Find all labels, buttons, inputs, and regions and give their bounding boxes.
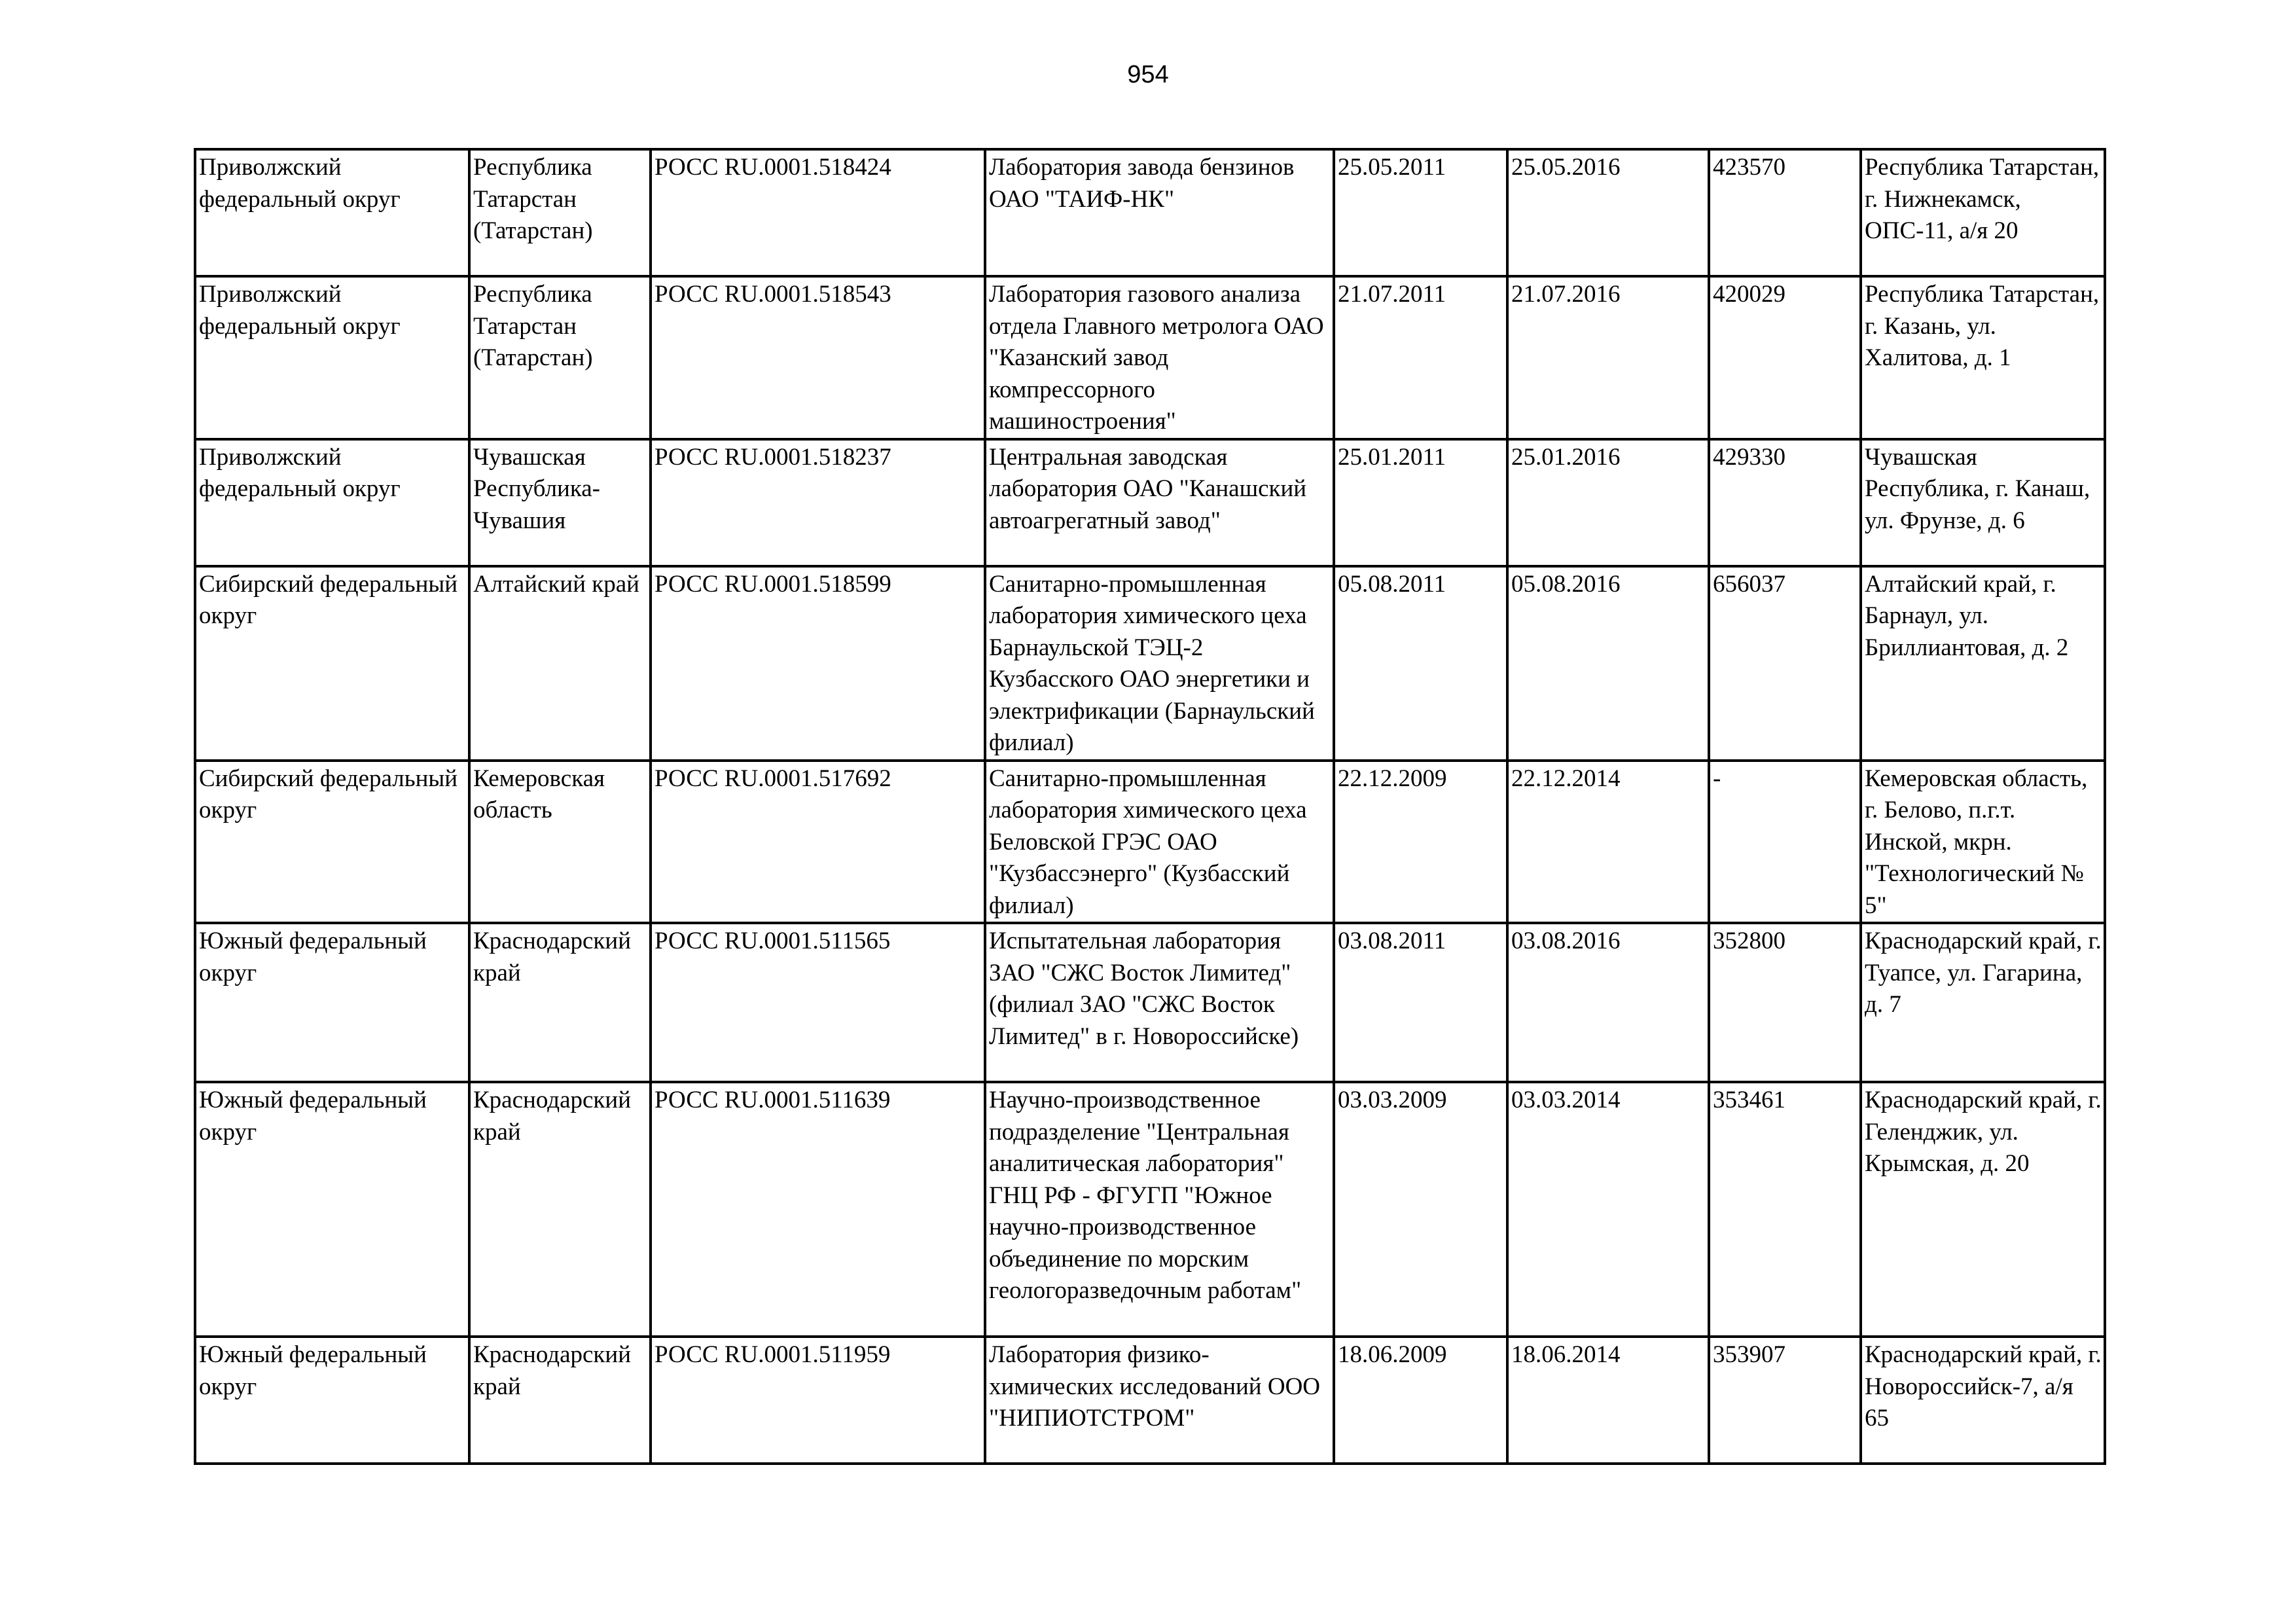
expiry-date-cell: 03.03.2014 <box>1507 1082 1709 1337</box>
laboratory-table <box>194 148 2106 1465</box>
laboratory-name-cell: Центральная заводская лаборатория ОАО "Канашский автоагрегатный завод" <box>985 439 1334 566</box>
district-cell: Приволжский федеральный округ <box>195 276 469 439</box>
issue-date-cell: 03.03.2009 <box>1334 1082 1507 1337</box>
accreditation-number-cell: РОСС RU.0001.518599 <box>651 566 985 761</box>
region-cell: Кемеровская область <box>469 761 651 924</box>
table-row <box>195 1337 2105 1464</box>
laboratory-name-cell: Испытательная лаборатория ЗАО "СЖС Восток Лимитед" (филиал ЗАО "СЖС Восток Лимитед" в г. Новороссийске) <box>985 923 1334 1082</box>
laboratory-name-cell: Лаборатория газового анализа отдела Главного метролога ОАО "Казанский завод компрессорного машиностроения" <box>985 276 1334 439</box>
page-number: 954 <box>1127 61 1169 88</box>
expiry-date-cell: 18.06.2014 <box>1507 1337 1709 1464</box>
postal-code-cell: 656037 <box>1709 566 1861 761</box>
postal-code-cell: 423570 <box>1709 149 1861 276</box>
postal-code-cell: 420029 <box>1709 276 1861 439</box>
address-cell: Алтайский край, г. Барнаул, ул. Бриллиантовая, д. 2 <box>1861 566 2105 761</box>
expiry-date-cell: 25.01.2016 <box>1507 439 1709 566</box>
address-cell: Республика Татарстан, г. Казань, ул. Халитова, д. 1 <box>1861 276 2105 439</box>
issue-date-cell: 18.06.2009 <box>1334 1337 1507 1464</box>
issue-date-cell: 25.01.2011 <box>1334 439 1507 566</box>
region-cell: Республика Татарстан (Татарстан) <box>469 276 651 439</box>
region-cell: Чувашская Республика-Чувашия <box>469 439 651 566</box>
table-row <box>195 923 2105 1082</box>
region-cell: Краснодарский край <box>469 1337 651 1464</box>
region-cell: Краснодарский край <box>469 923 651 1082</box>
laboratory-name-cell: Научно-производственное подразделение "Центральная аналитическая лаборатория" ГНЦ РФ - ФГУГП "Южное научно-производственное объединение по морским геологоразведочным работам" <box>985 1082 1334 1337</box>
district-cell: Сибирский федеральный округ <box>195 761 469 924</box>
district-cell: Приволжский федеральный округ <box>195 149 469 276</box>
table-row <box>195 566 2105 761</box>
district-cell: Сибирский федеральный округ <box>195 566 469 761</box>
postal-code-cell: 353461 <box>1709 1082 1861 1337</box>
issue-date-cell: 22.12.2009 <box>1334 761 1507 924</box>
laboratory-name-cell: Лаборатория завода бензинов ОАО "ТАИФ-НК" <box>985 149 1334 276</box>
district-cell: Южный федеральный округ <box>195 923 469 1082</box>
accreditation-number-cell: РОСС RU.0001.511959 <box>651 1337 985 1464</box>
accreditation-number-cell: РОСС RU.0001.511639 <box>651 1082 985 1337</box>
expiry-date-cell: 21.07.2016 <box>1507 276 1709 439</box>
issue-date-cell: 21.07.2011 <box>1334 276 1507 439</box>
district-cell: Южный федеральный округ <box>195 1337 469 1464</box>
accreditation-number-cell: РОСС RU.0001.518424 <box>651 149 985 276</box>
expiry-date-cell: 03.08.2016 <box>1507 923 1709 1082</box>
laboratory-name-cell: Санитарно-промышленная лаборатория химического цеха Беловской ГРЭС ОАО "Кузбассэнерго" (Кузбасский филиал) <box>985 761 1334 924</box>
address-cell: Краснодарский край, г. Новороссийск-7, а/я 65 <box>1861 1337 2105 1464</box>
address-cell: Краснодарский край, г. Геленджик, ул. Крымская, д. 20 <box>1861 1082 2105 1337</box>
table-row <box>195 439 2105 566</box>
accreditation-number-cell: РОСС RU.0001.518237 <box>651 439 985 566</box>
expiry-date-cell: 05.08.2016 <box>1507 566 1709 761</box>
region-cell: Республика Татарстан (Татарстан) <box>469 149 651 276</box>
table-row <box>195 1082 2105 1337</box>
table-row <box>195 149 2105 276</box>
district-cell: Приволжский федеральный округ <box>195 439 469 566</box>
postal-code-cell: 352800 <box>1709 923 1861 1082</box>
laboratory-name-cell: Лаборатория физико-химических исследований ООО "НИПИОТСТРОМ" <box>985 1337 1334 1464</box>
postal-code-cell: 353907 <box>1709 1337 1861 1464</box>
issue-date-cell: 03.08.2011 <box>1334 923 1507 1082</box>
district-cell: Южный федеральный округ <box>195 1082 469 1337</box>
accreditation-number-cell: РОСС RU.0001.518543 <box>651 276 985 439</box>
expiry-date-cell: 25.05.2016 <box>1507 149 1709 276</box>
postal-code-cell: - <box>1709 761 1861 924</box>
issue-date-cell: 05.08.2011 <box>1334 566 1507 761</box>
table-row <box>195 276 2105 439</box>
address-cell: Краснодарский край, г. Туапсе, ул. Гагарина, д. 7 <box>1861 923 2105 1082</box>
postal-code-cell: 429330 <box>1709 439 1861 566</box>
laboratory-name-cell: Санитарно-промышленная лаборатория химического цеха Барнаульской ТЭЦ-2 Кузбасского ОАО энергетики и электрификации (Барнаульский филиал) <box>985 566 1334 761</box>
address-cell: Кемеровская область, г. Белово, п.г.т. Инской, мкрн. "Технологический № 5" <box>1861 761 2105 924</box>
address-cell: Республика Татарстан, г. Нижнекамск, ОПС-11, а/я 20 <box>1861 149 2105 276</box>
table-row <box>195 761 2105 924</box>
address-cell: Чувашская Республика, г. Канаш, ул. Фрунзе, д. 6 <box>1861 439 2105 566</box>
accreditation-number-cell: РОСС RU.0001.511565 <box>651 923 985 1082</box>
region-cell: Краснодарский край <box>469 1082 651 1337</box>
accreditation-number-cell: РОСС RU.0001.517692 <box>651 761 985 924</box>
expiry-date-cell: 22.12.2014 <box>1507 761 1709 924</box>
region-cell: Алтайский край <box>469 566 651 761</box>
issue-date-cell: 25.05.2011 <box>1334 149 1507 276</box>
